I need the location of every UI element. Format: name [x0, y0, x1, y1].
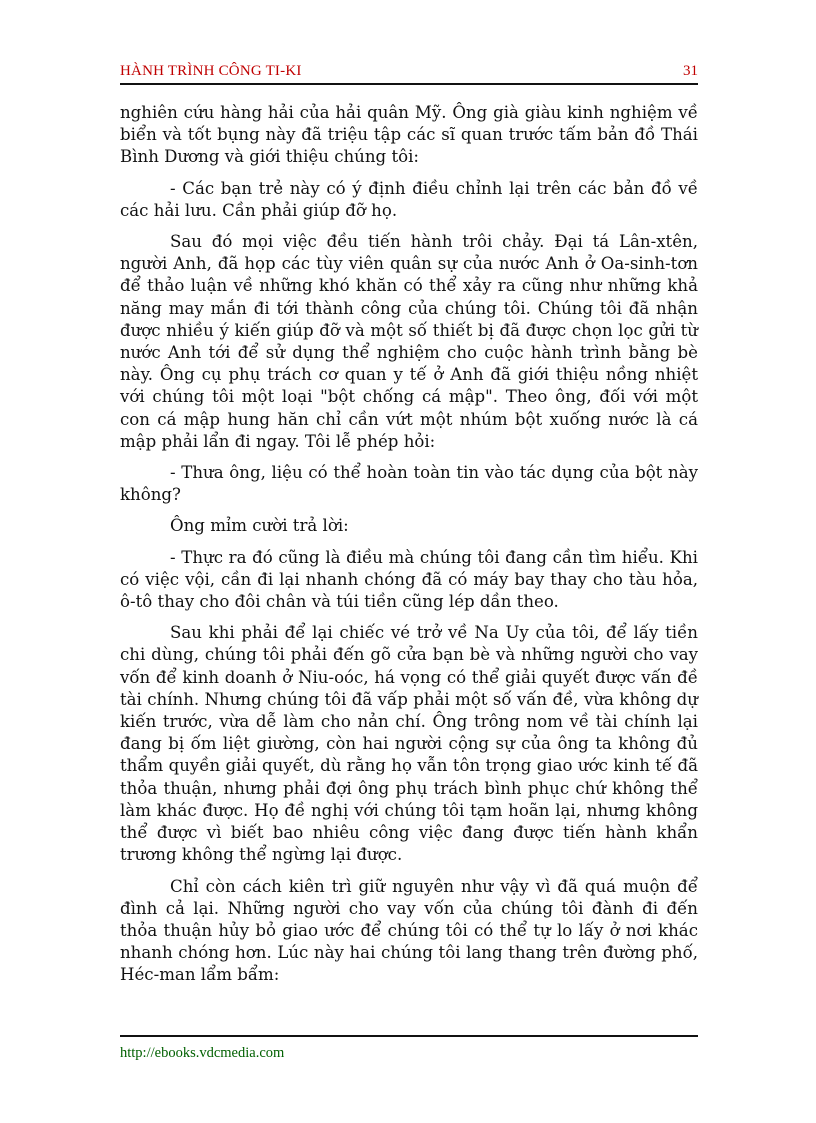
page-body: [120, 102, 698, 996]
paragraph: Sau khi phải để lại chiếc vé trở về Na Uy của tôi, để lấy tiền chi dùng, chúng tôi phải đến gõ cửa bạn bè và những người cho vay vốn để kinh doanh ở Niu-oóc, há vọng có thể giải quyết được vấn đề tài chính. Nhưng chúng tôi đã vấp phải một số vấn đề, vừa không dự kiến trước, vừa dễ làm cho nản chí. Ông trông nom về tài chính lại đang bị ốm liệt giường, còn hai người cộng sự của ông ta không đủ thẩm quyền giải quyết, dù rằng họ vẫn tôn trọng giao ước kinh tế đã thỏa thuận, nhưng phải đợi ông phụ trách bình phục chứ không thể làm khác được. Họ đề nghị với chúng tôi tạm hoãn lại, nhưng không thể được vì biết bao nhiêu công việc đang được tiến hành khẩn trương không thể ngừng lại được.: [120, 623, 698, 865]
paragraph: - Thưa ông, liệu có thể hoàn toàn tin vào tác dụng của bột này không?: [120, 463, 698, 505]
paragraph: - Thực ra đó cũng là điều mà chúng tôi đang cần tìm hiểu. Khi có việc vội, cần đi lại nhanh chóng đã có máy bay thay cho tàu hỏa, ô-tô thay cho đôi chân và túi tiền cũng lép dần theo.: [120, 547, 698, 612]
page-number: 31: [683, 63, 698, 79]
paragraph: Chỉ còn cách kiên trì giữ nguyên như vậy vì đã quá muộn để đình cả lại. Những người cho vay vốn của chúng tôi đành đi đến thỏa thuận hủy bỏ giao ước để chúng tôi có thể tự lo lấy ở nơi khác nhanh chóng hơn. Lúc này hai chúng tôi lang thang trên đường phố, Héc-man lẩm bẩm:: [120, 876, 698, 985]
page-footer: [120, 1035, 698, 1061]
footer-url[interactable]: http://ebooks.vdcmedia.com: [120, 1045, 285, 1061]
book-title: HÀNH TRÌNH CÔNG TI-KI: [120, 63, 302, 79]
paragraph: nghiên cứu hàng hải của hải quân Mỹ. Ông già giàu kinh nghiệm về biển và tốt bụng này đã triệu tập các sĩ quan trước tấm bản đồ Thái Bình Dương và giới thiệu chúng tôi:: [120, 103, 698, 167]
page-header: [120, 61, 698, 85]
paragraph: Sau đó mọi việc đều tiến hành trôi chảy. Đại tá Lân-xtên, người Anh, đã họp các tùy viên quân sự của nước Anh ở Oa-sinh-tơn để thảo luận về những khó khăn có thể xảy ra cũng như những khả năng may mắn đi tới thành công của chúng tôi. Chúng tôi đã nhận được nhiều ý kiến giúp đỡ và một số thiết bị đã được chọn lọc gửi từ nước Anh tới để sử dụng thể nghiệm cho cuộc hành trình bằng bè này. Ông cụ phụ trách cơ quan y tế ở Anh đã giới thiệu nồng nhiệt với chúng tôi một loại "bột chống cá mập". Theo ông, đối với một con cá mập hung hăn chỉ cần vứt một nhúm bột xuống nước là cá mập phải lẩn đi ngay. Tôi lễ phép hỏi:: [120, 232, 698, 451]
paragraph: - Các bạn trẻ này có ý định điều chỉnh lại trên các bản đồ về các hải lưu. Cần phải giúp đỡ họ.: [120, 178, 698, 220]
paragraph: Ông mỉm cười trả lời:: [170, 516, 349, 536]
